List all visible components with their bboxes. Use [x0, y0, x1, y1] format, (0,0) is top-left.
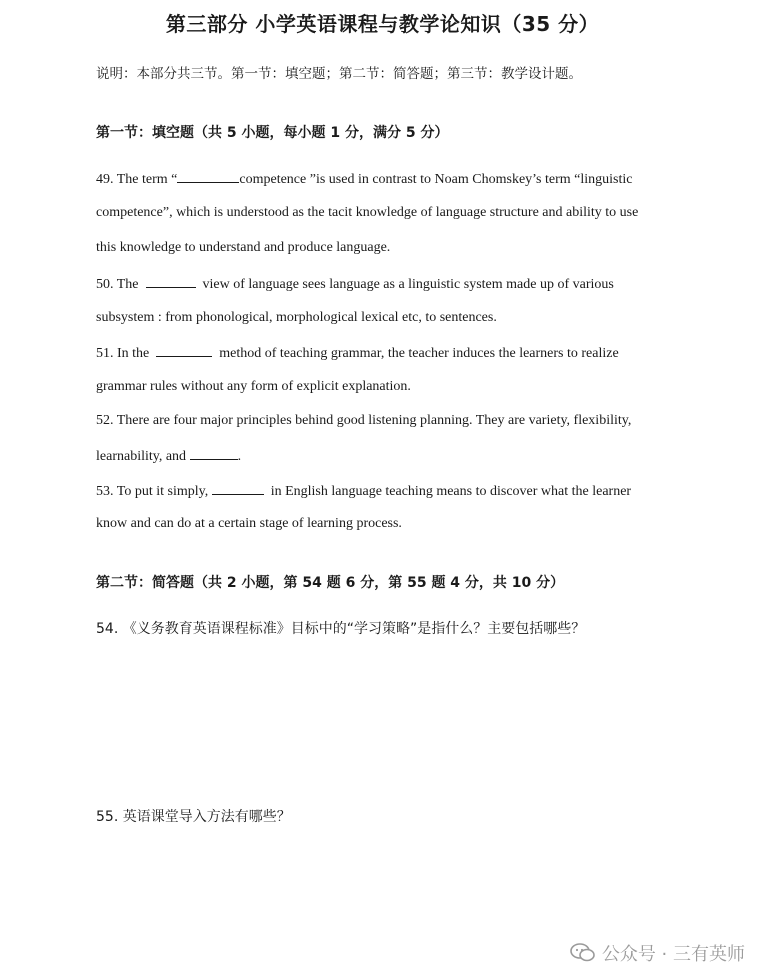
- q49-text-b: competence ”is used in contrast to Noam Chomskey’s term “linguistic: [239, 172, 633, 187]
- q54-question: 54. 《义务教育英语课程标准》目标中的“学习策略”是指什么？主要包括哪些？: [96, 621, 586, 637]
- q49-line1: [96, 170, 656, 188]
- q51-blank[interactable]: [156, 344, 212, 357]
- wechat-icon: [570, 943, 596, 963]
- q50-blank[interactable]: [146, 275, 196, 288]
- q51-text-a: 51. In the: [96, 346, 150, 361]
- q49-text-a: 49. The term “: [96, 172, 178, 187]
- q50-line1: [96, 275, 656, 293]
- q53-line1: [96, 482, 656, 500]
- q50-line2: subsystem : from phonological, morphological lexical etc, to sentences.: [96, 310, 497, 325]
- q53-text-b: in English language teaching means to discover what the learner: [270, 484, 632, 499]
- q51-line1: [96, 344, 656, 362]
- q49-line2: competence”, which is understood as the tacit knowledge of language structure and ability to use: [96, 205, 639, 220]
- q52-text-a: learnability, and: [96, 449, 187, 464]
- q53-text-a: 53. To put it simply,: [96, 484, 209, 499]
- page-title: 第三部分 小学英语课程与教学论知识（35 分）: [165, 12, 600, 36]
- q52-blank[interactable]: [190, 447, 238, 460]
- q53-blank[interactable]: [212, 482, 264, 495]
- q49-blank[interactable]: [177, 170, 239, 183]
- q53-line2: know and can do at a certain stage of learning process.: [96, 516, 402, 531]
- q52-text-b: .: [237, 449, 242, 464]
- q50-text-b: view of language sees language as a linguistic system made up of various: [202, 277, 614, 292]
- watermark: [570, 940, 745, 966]
- q51-text-b: method of teaching grammar, the teacher induces the learners to realize: [219, 346, 619, 361]
- q50-text-a: 50. The: [96, 277, 139, 292]
- section2-heading: 第二节：简答题（共 2 小题，第 54 题 6 分，第 55 题 4 分，共 10 分）: [96, 575, 565, 591]
- watermark-text: 公众号 · 三有英师: [601, 944, 745, 965]
- q55-question: 55. 英语课堂导入方法有哪些？: [96, 809, 291, 825]
- instructions-note: 说明：本部分共三节。第一节：填空题；第二节：简答题；第三节：教学设计题。: [96, 66, 582, 82]
- q49-line3: this knowledge to understand and produce language.: [96, 240, 391, 255]
- q52-line2: [96, 447, 656, 465]
- q52-line1: 52. There are four major principles behind good listening planning. They are variety, flexibility,: [96, 413, 632, 428]
- section1-heading: 第一节：填空题（共 5 小题，每小题 1 分，满分 5 分）: [96, 125, 449, 141]
- q51-line2: grammar rules without any form of explicit explanation.: [96, 379, 411, 394]
